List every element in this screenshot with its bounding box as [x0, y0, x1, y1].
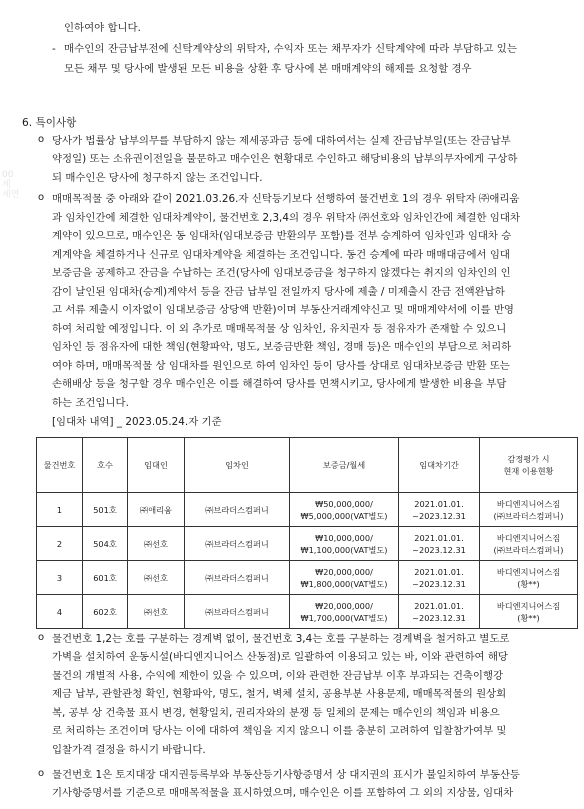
table-cell: 1 — [37, 493, 83, 527]
bullet-marker: o — [38, 632, 45, 643]
table-cell: ₩20,000,000/ ₩1,700,000(VAT별도) — [290, 595, 399, 629]
table-cell: ㈜브라더스컴퍼니 — [185, 561, 290, 595]
table-cell: 2 — [37, 527, 83, 561]
table-cell: 602호 — [83, 595, 128, 629]
table-cell: ㈜선호 — [128, 595, 185, 629]
table-cell: 2021.01.01. ~2023.12.31 — [399, 595, 480, 629]
table-cell: ㈜선호 — [128, 561, 185, 595]
bullet-marker: o — [38, 192, 45, 203]
paragraph-line: 물건번호 1,2는 호를 구분하는 경계벽 없이, 물건번호 3,4는 호를 구분하는 경계벽을 철거하고 별도로 — [52, 633, 510, 645]
paragraph-line: 모든 채무 및 당사에 발생된 모든 비용을 상환 후 당사에 본 매매계약의 해제를 요청할 경우 — [64, 63, 472, 75]
section-title: 6. 특이사항 — [22, 117, 77, 129]
paragraph-line: 물건의 개별적 사용, 수익에 제한이 있을 수 있으며, 이와 관련한 잔금납부 이후 부과되는 건축이행강 — [52, 670, 504, 682]
paragraph-line: 계계약을 체결하거나 신규로 임대차계약을 체결하는 조건입니다. 동건 승계에 따라 매매대금에서 임대 — [52, 249, 510, 261]
dash-marker: - — [52, 43, 56, 55]
paragraph-line: 로 처리하는 조건이며 당사는 이에 대하여 책임을 지지 않으니 이를 충분히 고려하여 입찰참가여부 및 — [52, 725, 507, 737]
watermark: 00 세 세연 — [2, 170, 20, 200]
paragraph-line: 계약이 있으므로, 매수인은 동 임대차(임대보증금 반환의무 포함)를 전부 승계하여 임차인과 임대차 승 — [52, 230, 512, 242]
paragraph-line: 물건번호 1은 토지대장 대지권등록부와 부동산등기사항증명서 상 대지권의 표시가 불일치하여 부동산등 — [52, 769, 520, 781]
paragraph-line: 하여 처리할 예정입니다. 이 외 추가로 매매목적물 상 임차인, 유치권자 등 점유자가 존재할 수 있으니 — [52, 323, 507, 335]
paragraph-line: 매매목적물 중 아래와 같이 2021.03.26.자 신탁등기보다 선행하여 물건번호 1의 경우 위탁자 ㈜애리움 — [52, 193, 520, 205]
paragraph-line: 가벽을 설치하여 운동시설(바디엔지니어스 산동점)로 일괄하여 이용되고 있는 바, 이와 관련하여 해당 — [52, 651, 508, 663]
header-cell: 호수 — [83, 438, 128, 493]
paragraph-line: 손해배상 등을 청구할 경우 매수인은 이를 해결하여 당사를 면책시키고, 당사에게 발생한 비용을 부담 — [52, 378, 507, 390]
table-cell: ㈜브라더스컴퍼니 — [185, 493, 290, 527]
table-row — [37, 595, 578, 629]
paragraph-line: 여야 하며, 매매목적물 상 임대차를 원인으로 하여 임차인 등이 당사를 상대로 임대차보증금 반환 또는 — [52, 360, 510, 372]
table-cell: ㈜브라더스컴퍼니 — [185, 527, 290, 561]
table-row — [37, 561, 578, 595]
paragraph-line: 기사항증명서를 기준으로 매매목적물을 표시하였으며, 매수인은 이를 포함하여 그 외의 지상물, 임대차 — [52, 787, 514, 799]
header-cell: 임대차기간 — [399, 438, 480, 493]
paragraph-line: 감이 날인된 임대차(승계)계약서 등을 잔금 납부일 전일까지 당사에 제출 / 미제출시 잔금 전액완납하 — [52, 286, 505, 298]
table-cell: ㈜선호 — [128, 527, 185, 561]
table-cell: 3 — [37, 561, 83, 595]
paragraph-line: 과 임차인간에 체결한 임대차계약이, 물건번호 2,3,4의 경우 위탁자 ㈜선호와 임차인간에 체결한 임대차 — [52, 212, 520, 224]
paragraph-line: 약정일) 또는 소유권이전일을 불문하고 매수인은 현황대로 수인하고 해당비용의 납부의무자에게 구상하 — [52, 153, 518, 165]
table-cell: ㈜애리움 — [128, 493, 185, 527]
table-cell: 바디엔지니어스짐 (황**) — [480, 595, 578, 629]
paragraph-line: 당사가 법률상 납부의무를 부담하지 않는 제세공과금 등에 대하여서는 실제 잔금납부일(또는 잔금납부 — [52, 135, 511, 147]
table-cell: ₩50,000,000/ ₩5,000,000(VAT별도) — [290, 493, 399, 527]
table-cell: 504호 — [83, 527, 128, 561]
table-cell: ₩20,000,000/ ₩1,800,000(VAT별도) — [290, 561, 399, 595]
header-cell: 물건번호 — [37, 438, 83, 493]
table-cell: ₩10,000,000/ ₩1,100,000(VAT별도) — [290, 527, 399, 561]
bullet-marker: o — [38, 768, 45, 779]
table-cell: 501호 — [83, 493, 128, 527]
paragraph-line: 고 서류 제출시 이자없이 임대보증금 상당액 반환)이며 부동산거래계약신고 및 매매계약서에 이를 반영 — [52, 304, 514, 316]
table-header-row — [37, 438, 578, 493]
paragraph-line: 복, 공부 상 건축물 표시 변경, 현황일치, 권리자와의 분쟁 등 일체의 문제는 매수인의 책임과 비용으 — [52, 707, 500, 719]
table-cell: 4 — [37, 595, 83, 629]
table-cell: 2021.01.01. ~2023.12.31 — [399, 527, 480, 561]
paragraph-line: 임차인 등 점유자에 대한 책임(현황파악, 명도, 보증금반환 책임, 경매 등)은 매수인의 부담으로 처리하 — [52, 341, 512, 353]
header-cell: 임차인 — [185, 438, 290, 493]
table-cell: 바디엔지니어스짐 (황**) — [480, 561, 578, 595]
header-cell: 보증금/월세 — [290, 438, 399, 493]
paragraph-line: 입찰가격 결정을 하시기 바랍니다. — [52, 744, 206, 756]
table-row — [37, 493, 578, 527]
paragraph-line: 보증금을 공제하고 잔금을 수납하는 조건(당사에 임대보증금을 청구하지 않겠다는 취지의 임차인의 인 — [52, 267, 511, 279]
paragraph-line: 매수인의 잔금납부전에 신탁계약상의 위탁자, 수익자 또는 채무자가 신탁계약에 따라 부담하고 있는 — [64, 43, 518, 55]
table-cell: 바디엔지니어스짐 (㈜브라더스컴퍼니) — [480, 527, 578, 561]
bullet-marker: o — [38, 134, 45, 145]
header-cell: 감정평가 시 현재 이용현황 — [480, 438, 578, 493]
table-cell: 바디엔지니어스짐 (㈜브라더스컴퍼니) — [480, 493, 578, 527]
paragraph-line: 하는 조건입니다. — [52, 397, 129, 409]
paragraph-line: 되 매수인은 당사에 청구하지 않는 조건입니다. — [52, 172, 263, 184]
header-cell: 임대인 — [128, 438, 185, 493]
table-cell: 2021.01.01. ~2023.12.31 — [399, 493, 480, 527]
paragraph-line: 인하여야 합니다. — [64, 22, 141, 34]
table-cell: 2021.01.01. ~2023.12.31 — [399, 561, 480, 595]
lease-caption: [임대차 내역] _ 2023.05.24.자 기준 — [52, 416, 222, 428]
lease-table — [36, 437, 578, 629]
table-row — [37, 527, 578, 561]
paragraph-line: 제금 납부, 관할관청 확인, 현황파악, 명도, 철거, 벽체 설치, 공용부분 사용문제, 매매목적물의 원상회 — [52, 688, 507, 700]
table-cell: ㈜브라더스컴퍼니 — [185, 595, 290, 629]
table-cell: 601호 — [83, 561, 128, 595]
